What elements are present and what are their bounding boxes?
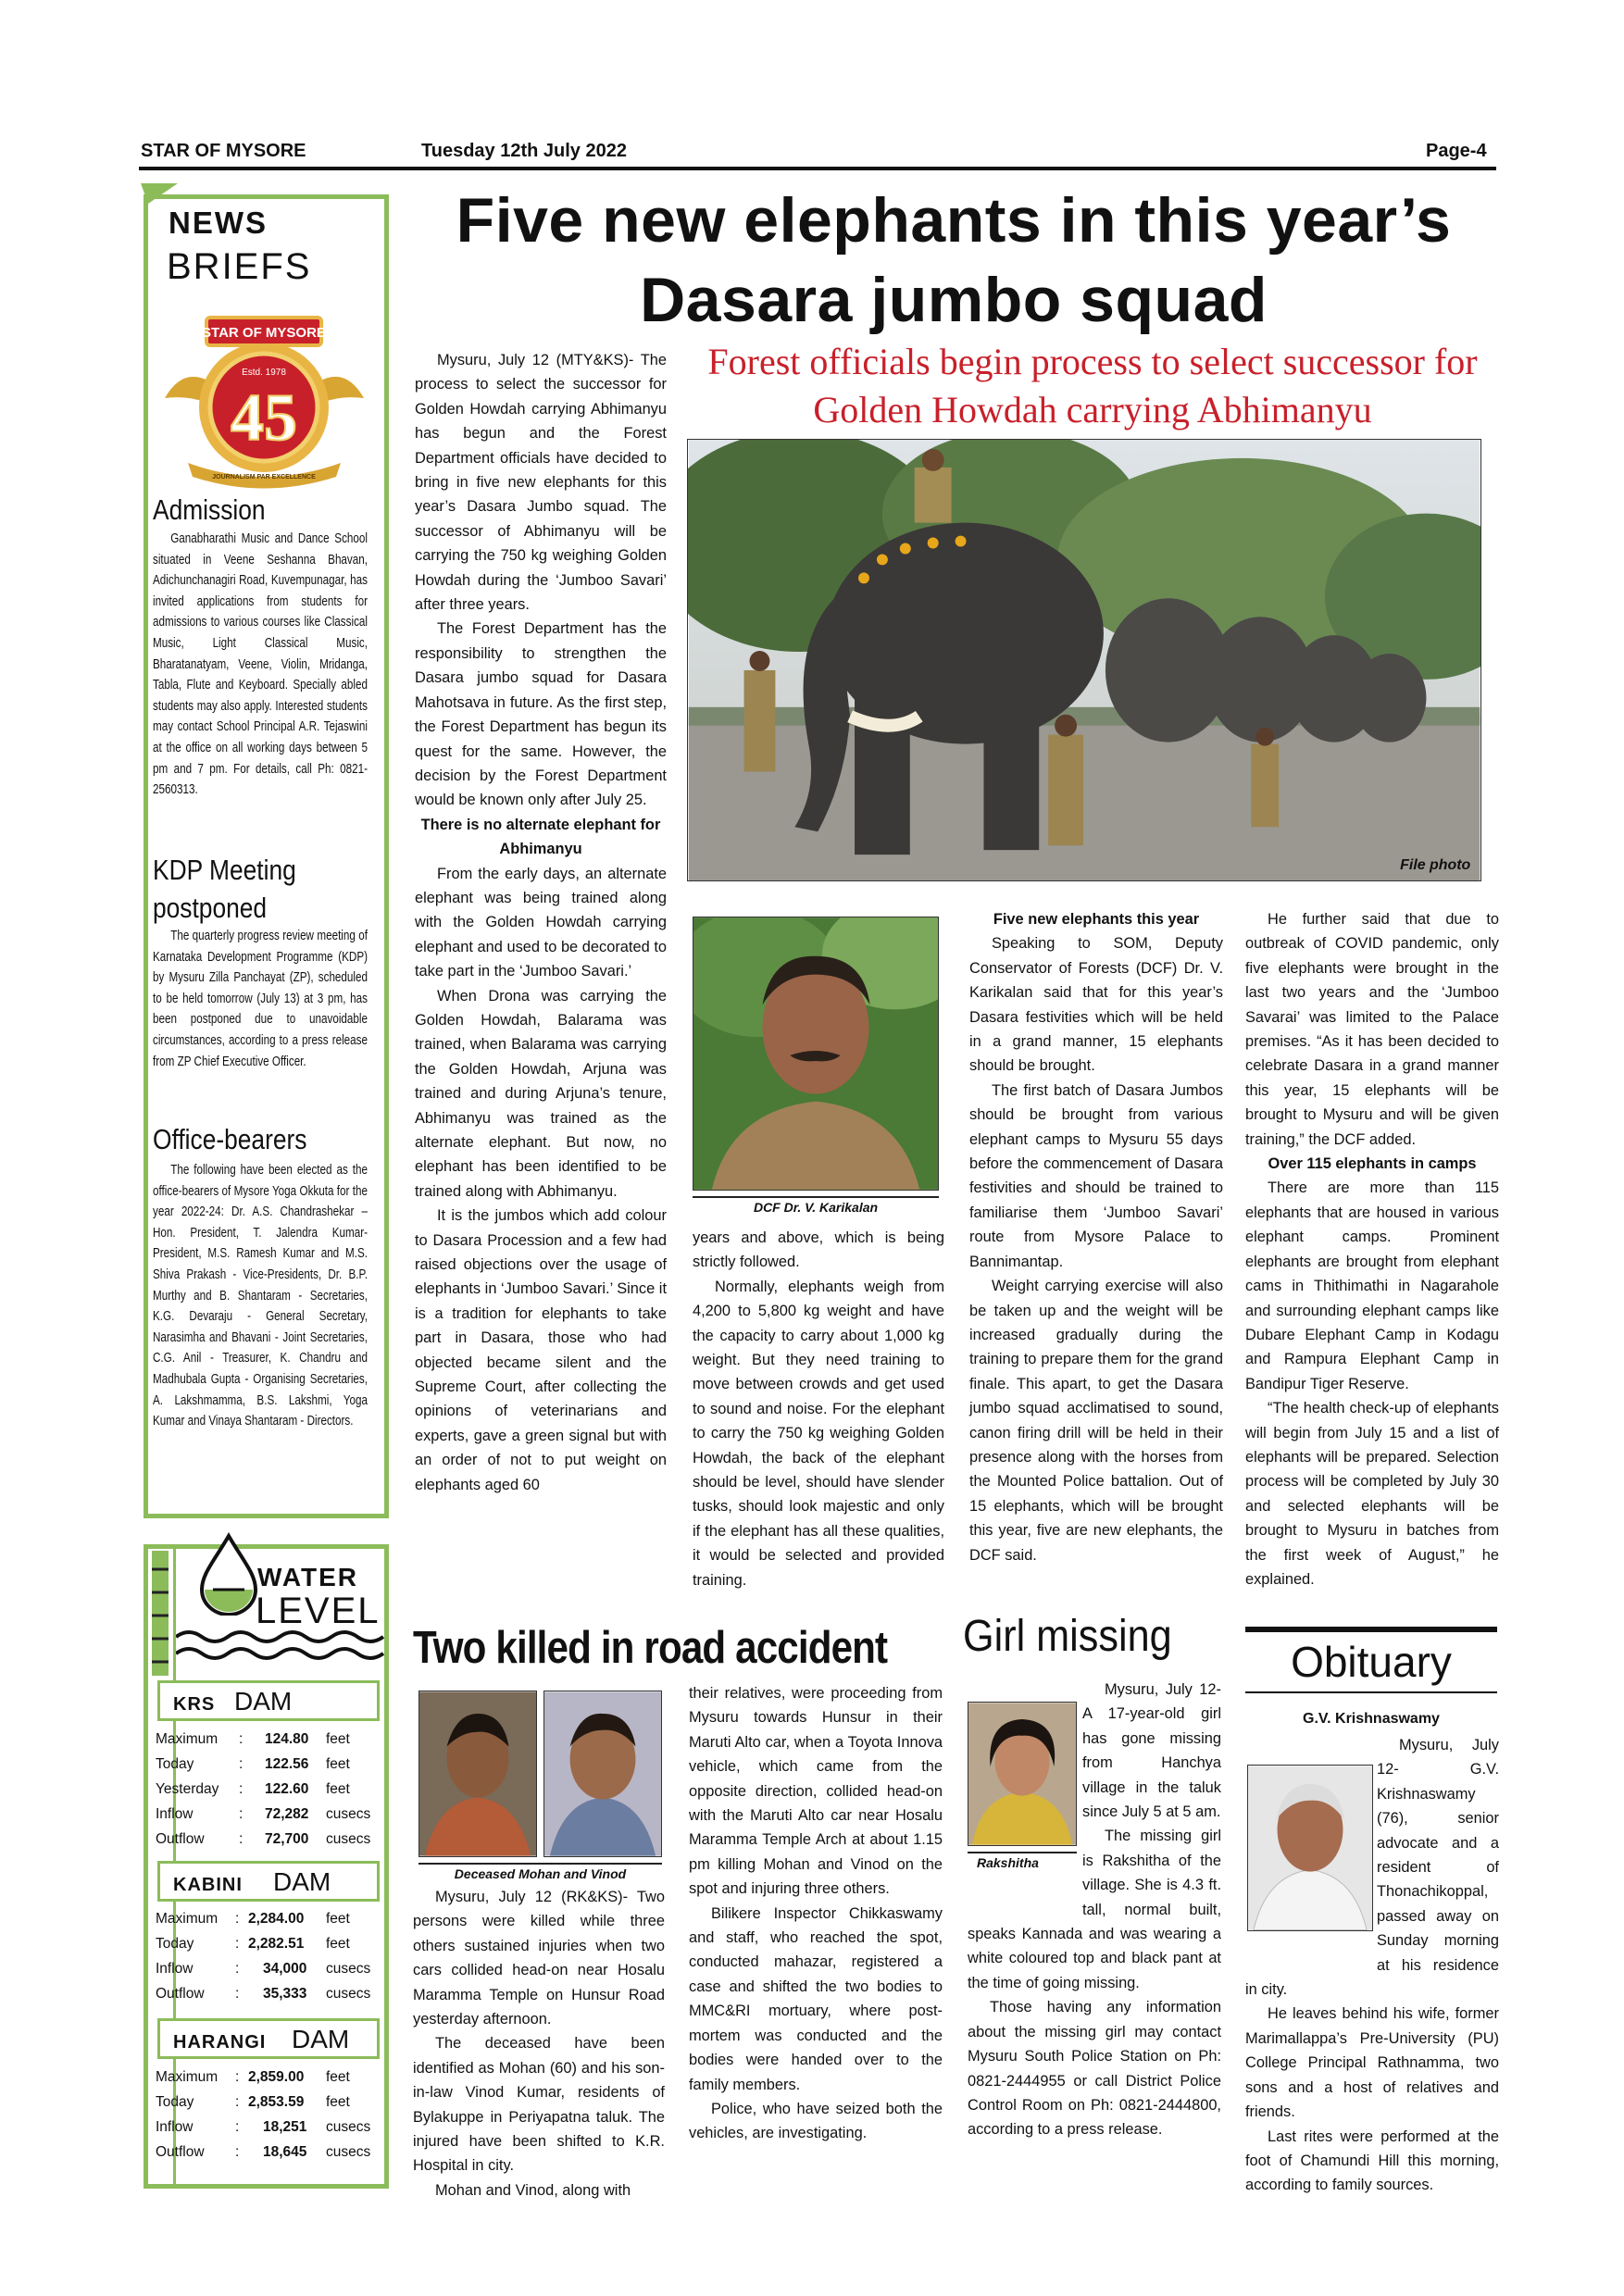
dam-row-label: Today: [156, 1756, 194, 1772]
krs-row: [156, 1752, 387, 1777]
dam-row-value: 72,700: [265, 1831, 309, 1847]
lead-subheadline: Forest officials begin process to select successor for Golden Howdah carrying Abhimanyu: [707, 341, 1478, 430]
dam-row-value: 34,000: [263, 1961, 307, 1977]
dam-row-unit: cusecs: [326, 1961, 371, 1977]
dam-row-colon: :: [239, 1831, 244, 1847]
article-paragraph: The deceased have been identified as Mohan (60) and his son-in-law Vinod Kumar, residents of Bylakuppe in Periyapatna taluk. The injured have been shifted to K.R. Hospital in city.: [413, 2035, 665, 2175]
dam-row-label: Maximum: [156, 1731, 219, 1747]
harangi-dam-title: [157, 2018, 380, 2059]
dam-row-unit: feet: [326, 2094, 350, 2110]
dam-row-label: Today: [156, 2094, 194, 2110]
dam-row-value: 122.60: [265, 1781, 309, 1797]
obituary-headline-rule: [1245, 1691, 1497, 1693]
harangi-row: [156, 2065, 387, 2090]
elephant-procession-photo: [687, 439, 1481, 881]
dam-row-label: Outflow: [156, 1986, 205, 2002]
obituary-top-rule: [1245, 1627, 1497, 1632]
dam-row-colon: :: [235, 1986, 240, 2002]
dam-row-label: Outflow: [156, 1831, 205, 1847]
kabini-row: [156, 1956, 387, 1981]
dam-row-colon: :: [235, 2069, 240, 2085]
accident-column-2: [689, 1681, 943, 2146]
logo-estd-text: Estd. 1978: [242, 368, 286, 378]
article-paragraph: From the early days, an alternate elephant was being trained along with the Golden Howdah carrying elephant and used to be decorated to take part in the ‘Jumboo Savari.’: [415, 865, 667, 980]
accident-headline: Two killed in road accident: [413, 1623, 888, 1673]
article-paragraph: It is the jumbos which add colour to Dasara Procession and a few had raised objections over the usage of elephants in ‘Jumboo Savari.’ Since it is a tradition for elephants to take part in Dasara, those who had objected became silent and the Supreme Court, after collecting the opinions of veterinarians and experts, gave a green signal but with an order of not to put weight on elephants aged 60: [415, 1207, 667, 1493]
article-paragraph: Mysuru, July 12- G.V. Krishnaswamy (76), senior advocate and a resident of Thonachikoppal, passed away on Sunday morning at his residence in city.: [1245, 1737, 1499, 1999]
dam-row-unit: feet: [326, 2069, 350, 2085]
masthead-date: Tuesday 12th July 2022: [421, 141, 627, 161]
kabini-dam-name: KABINI: [173, 1875, 243, 1895]
dam-row-label: Inflow: [156, 1806, 194, 1822]
brief-admission-heading: Admission: [153, 493, 266, 526]
article-paragraph: He further said that due to outbreak of COVID pandemic, only five elephants were brought in the last two years and the ‘Jumboo Savarai’ was limited to the Palace premises. “As it has been decided to celebrate Dasara in a grand manner this year, 15 elephants will be brought to Mysuru and will be given training,” the DCF added.: [1245, 911, 1499, 1148]
girl-missing-text-wrap: [968, 1678, 1221, 2142]
article-paragraph: Mysuru, July 12- A 17-year-old girl has gone missing from Hanchya village in the taluk since July 5 at 5 am.: [1082, 1681, 1221, 1821]
article-paragraph: Weight carrying exercise will also be taken up and the weight will be increased gradually during the training to prepare them for the grand finale. This apart, to get the Dasara jumbo squad acclimatised to sound, canon firing drill will be held in their presence along with the horses from the Mounted Police battalion. Out of 15 elephants, which will be brought this year, five are new elephants, the DCF said.: [969, 1278, 1223, 1564]
article-paragraph: Those having any information about the missing girl may contact Mysuru South Police Station on Ph: 0821-2444955 or call District Police Control Room on Ph: 0821-2444800, according to a press release.: [968, 1999, 1221, 2139]
kabini-row: [156, 1931, 387, 1956]
photo-credit: File photo: [1400, 857, 1471, 874]
dam-row-unit: feet: [326, 1781, 350, 1797]
dam-row-label: Inflow: [156, 1961, 194, 1977]
article-paragraph: Mohan and Vinod, along with: [435, 2181, 631, 2199]
water-wave-icon: [176, 1628, 384, 1665]
dam-row-value: 122.56: [265, 1756, 309, 1772]
water-level-title-light: LEVEL: [256, 1591, 381, 1631]
dcf-portrait-caption: DCF Dr. V. Karikalan: [693, 1196, 939, 1215]
obituary-headline: Obituary: [1291, 1638, 1452, 1686]
dam-row-colon: :: [235, 2119, 240, 2135]
dam-row-label: Today: [156, 1936, 194, 1952]
accident-column-1: [413, 1885, 665, 2202]
harangi-dam-name: HARANGI: [173, 2032, 267, 2053]
dam-row-value: 2,859.00: [248, 2069, 305, 2085]
dam-row-colon: :: [235, 2094, 240, 2110]
dam-row-unit: cusecs: [326, 1986, 371, 2002]
dam-row-colon: :: [235, 1936, 240, 1952]
krs-row: [156, 1777, 387, 1802]
krs-dam-title: [157, 1680, 380, 1721]
obituary-text-wrap: [1245, 1733, 1499, 2198]
masthead-page-number: Page-4: [1426, 141, 1487, 161]
logo-ribbon-text: JOURNALISM PAR EXCELLENCE: [212, 474, 316, 480]
dam-row-colon: :: [235, 1961, 240, 1977]
dam-row-colon: :: [239, 1731, 244, 1747]
water-drop-icon: [196, 1532, 261, 1616]
dam-row-value: 72,282: [265, 1806, 309, 1822]
logo-top-text: STAR OF MYSORE: [202, 325, 326, 341]
krs-dam-suffix: DAM: [234, 1687, 293, 1716]
article-paragraph: The first batch of Dasara Jumbos should be brought from various elephant camps to Mysuru 55 days before the commencement of Dasara festivities and should be trained to familiarise them ‘Jumboo Savari’ route from Mysore Palace to Bannimantap.: [969, 1081, 1223, 1270]
article-paragraph: years and above, which is being strictly followed.: [693, 1229, 944, 1271]
dam-row-value: 2,284.00: [248, 1911, 305, 1927]
article-paragraph: Normally, elephants weigh from 4,200 to 5,800 kg weight and have the capacity to carry about 1,000 kg weight. But they need training to move between crowds and get used to sound and noise. For the elephant to carry the 750 kg weighing Golden Howdah, the back of the elephant should be level, should have slender tusks, should look majestic and only if the elephant has all these qualities, it would be selected and provided training.: [693, 1278, 944, 1589]
news-briefs-title-bold: NEWS: [169, 206, 268, 240]
article-subheading: There is no alternate elephant for Abhimanyu: [420, 816, 661, 858]
kabini-dam-title: [157, 1861, 380, 1902]
dam-row-colon: :: [239, 1781, 244, 1797]
masthead-paper-name: STAR OF MYSORE: [141, 141, 306, 161]
krs-dam-name: KRS: [173, 1694, 216, 1715]
dam-row-value: 18,251: [263, 2119, 307, 2135]
dam-row-label: Inflow: [156, 2119, 194, 2135]
krs-row: [156, 1827, 387, 1852]
article-paragraph: Mysuru, July 12 (MTY&KS)- The process to select the successor for Golden Howdah carrying Abhimanyu has begun and the Forest Department officials have decided to bring in five new elephants for this year’s Dasara Jumbo squad. The successor of Abhimanyu will be carrying the 750 kg weighing Golden Howdah during the ‘Jumboo Savari’ after three years.: [415, 352, 667, 614]
logo-number-text: 45: [231, 381, 297, 455]
article-subheading: Over 115 elephants in camps: [1268, 1155, 1477, 1173]
krs-row: [156, 1802, 387, 1827]
star-of-mysore-45-logo: [156, 310, 373, 495]
harangi-row: [156, 2115, 387, 2140]
article-paragraph: The Forest Department has the responsibility to strengthen the Dasara jumbo squad for Dasara Mahotsava in future. As the first step, the Forest Department has begun its quest for the same. However, the decision by the Forest Department would be known only after July 25.: [415, 620, 667, 809]
deceased-mohan-photo: [418, 1691, 537, 1857]
dam-row-colon: :: [235, 1911, 240, 1927]
harangi-row: [156, 2090, 387, 2115]
article-paragraph: Last rites were performed at the foot of Chamundi Hill this morning, according to family sources.: [1245, 2128, 1499, 2194]
deceased-vinod-photo: [543, 1691, 662, 1857]
brief-office-bearers-text: The following have been elected as the office-bearers of Mysore Yoga Okkuta for the year 2022-24: Dr. A.S. Chandrashekar – Hon. President, T. Jalendra Kumar- President, M.S. Ramesh Kumar and M.S. Shiva Prakash - Vice-Presidents, Dr. B.P. Murthy and B. Shantaram - Secretaries, K.G. Devaraju - General Secretary, Narasimha and Bhavani - Joint Secretaries, C.G. Anil - Treasurer, K. Chandru and Madhubala Gupta - Organising Secretaries, A. Lakshmamma, B.S. Lakshmi, Yoga Kumar and Vinaya Shantaram - Directors.: [153, 1163, 368, 1429]
obituary-name: G.V. Krishnaswamy: [1303, 1711, 1440, 1727]
float-spacer: [968, 1702, 1082, 1903]
lead-column-2: [693, 1226, 944, 1592]
krs-row: [156, 1727, 387, 1752]
dam-row-unit: feet: [326, 1731, 350, 1747]
dam-row-label: Maximum: [156, 1911, 219, 1927]
dam-row-unit: cusecs: [326, 1831, 371, 1847]
news-briefs-title-light: BRIEFS: [167, 246, 312, 287]
brief-admission-text: Ganabharathi Music and Dance School situated in Veene Seshanna Bhavan, Adichunchanagiri Road, Kuvempunagar, has invited applications from students for admissions to various courses like Classical Music, Light Classical Music, Bharatanatyam, Veene, Violin, Mridanga, Tabla, Flute and Keyboard. Specially abled students may also apply. Interested students may contact School Principal A.R. Tejaswini at the office on all working days between 5 pm and 7 pm. For details, call Ph: 0821-2560313.: [153, 531, 368, 798]
rakshitha-caption: Rakshitha: [968, 1852, 1077, 1870]
masthead-rule: [139, 167, 1496, 170]
kabini-dam-suffix: DAM: [273, 1867, 331, 1896]
dam-row-unit: feet: [326, 1936, 350, 1952]
dam-row-label: Yesterday: [156, 1781, 219, 1797]
lead-column-1: [415, 348, 667, 1497]
article-paragraph: “The health check-up of elephants will begin from July 15 and a list of elephants will be prepared. Selection process will be completed by July 30 and selected elephants will be brought to Mysuru in batches from the first week of August,” he explained.: [1245, 1400, 1499, 1588]
dam-row-label: Outflow: [156, 2144, 205, 2160]
harangi-row: [156, 2140, 387, 2165]
lead-column-4: [1245, 907, 1499, 1591]
harangi-dam-suffix: DAM: [292, 2025, 350, 2053]
dam-row-unit: cusecs: [326, 2144, 371, 2160]
dam-row-value: 2,282.51: [248, 1936, 305, 1952]
dam-row-unit: cusecs: [326, 1806, 371, 1822]
dam-row-unit: feet: [326, 1911, 350, 1927]
accident-photos-caption: Deceased Mohan and Vinod: [418, 1863, 662, 1881]
dam-row-colon: :: [239, 1756, 244, 1772]
article-paragraph: The missing girl is Rakshitha of the village. She is 4.3 ft. tall, normal built, speaks Kannada and was wearing a white coloured top and black pant at the time of going missing.: [968, 1828, 1221, 1991]
dam-row-unit: cusecs: [326, 2119, 371, 2135]
dam-row-value: 124.80: [265, 1731, 309, 1747]
article-paragraph: Police, who have seized both the vehicles, are investigating.: [689, 2100, 943, 2142]
girl-missing-headline: Girl missing: [963, 1612, 1172, 1661]
article-paragraph: He leaves behind his wife, former Marimallappa’s Pre-University (PU) College Principal Rathnamma, two sons and a host of relatives and friends.: [1245, 2005, 1499, 2121]
brief-kdp-heading: KDP Meeting postponed: [153, 854, 296, 924]
article-paragraph: Speaking to SOM, Deputy Conservator of Forests (DCF) Dr. V. Karikalan said that for this year’s Dasara festivities which will be held in a grand manner, 15 elephants should be brought.: [969, 935, 1223, 1075]
brief-office-bearers-heading: Office-bearers: [153, 1123, 307, 1155]
dcf-karikalan-portrait: [693, 917, 939, 1191]
article-paragraph: When Drona was carrying the Golden Howdah, Balarama was trained, when Balarama was carrying the Golden Howdah, Arjuna was trained and during Arjuna’s tenure, Abhimanyu was trained as the alternate elephant. But now, no elephant has been identified to be trained along with Abhimanyu.: [415, 987, 667, 1200]
article-paragraph: Bilikere Inspector Chikkaswamy and staff, who reached the spot, conducted mahazar, registered a case and shifted the two bodies to MMC&RI mortuary, where post-mortem was conducted and the bodies were handed over to the family members.: [689, 1904, 943, 2093]
lead-column-3: [969, 907, 1223, 1567]
dam-row-value: 35,333: [263, 1986, 307, 2002]
dam-row-colon: :: [235, 2144, 240, 2160]
lead-headline: Five new elephants in this year’s Dasara jumbo squad: [456, 185, 1452, 335]
article-paragraph: There are more than 115 elephants that are housed in various elephant camps. Prominent elephants are brought from elephant cams in Thithimathi in Nagarahole and surrounding elephant camps like Dubare Elephant Camp in Kodagu and Rampura Elephant Camp in Bandipur Tiger Reserve.: [1245, 1179, 1499, 1392]
dam-row-unit: feet: [326, 1756, 350, 1772]
article-paragraph: Mysuru, July 12 (RK&KS)- Two persons were killed while three others sustained injuries when two cars collided head-on near Hosalu Maramma Temple on Hunsur Road yesterday afternoon.: [413, 1889, 665, 2028]
brief-kdp-text: The quarterly progress review meeting of Karnataka Development Programme (KDP) by Mysuru Zilla Panchayat (ZP), scheduled to be held tomorrow (July 13) at 3 pm, has been postponed due to unavoidable circumstances, according to a press release from ZP Chief Executive Officer.: [153, 929, 368, 1069]
article-subheading: Five new elephants this year: [993, 911, 1200, 928]
dam-row-value: 2,853.59: [248, 2094, 305, 2110]
dam-row-value: 18,645: [263, 2144, 307, 2160]
water-level-title-bold: WATER: [257, 1563, 359, 1591]
dam-row-colon: :: [239, 1806, 244, 1822]
dam-row-label: Maximum: [156, 2069, 219, 2085]
article-paragraph: their relatives, were proceeding from Mysuru towards Hunsur in their Maruti Alto car, when a Toyota Innova vehicle, which came from the opposite direction, collided head-on with the Maruti Alto car near Hosalu Maramma Temple Arch at about 1.15 pm killing Mohan and Vinod on the spot and injuring three others.: [689, 1685, 943, 1898]
kabini-row: [156, 1981, 387, 2006]
float-spacer: [1245, 1759, 1377, 1978]
kabini-row: [156, 1906, 387, 1931]
